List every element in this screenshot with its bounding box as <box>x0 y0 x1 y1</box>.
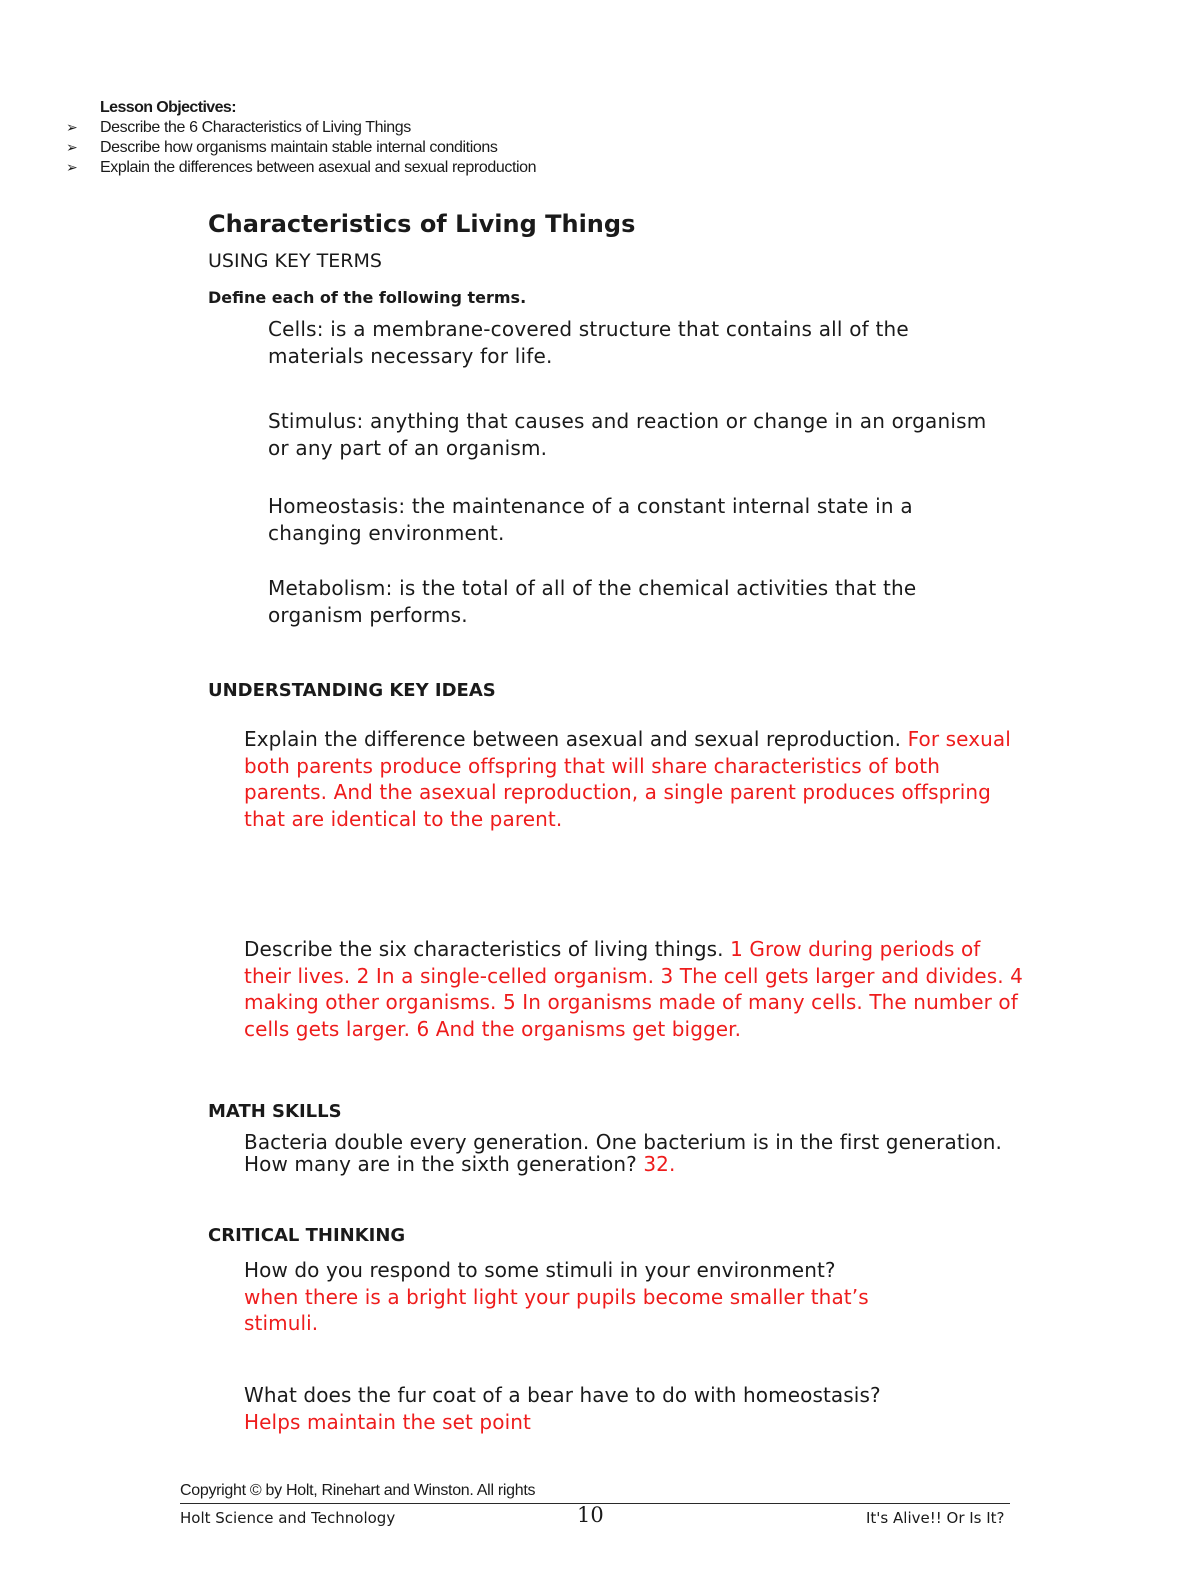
math-skills-heading: MATH SKILLS <box>208 1101 342 1122</box>
term-metabolism: Metabolism: is the total of all of the chemical activities that the organism performs. <box>268 576 917 627</box>
term-homeostasis: Homeostasis: the maintenance of a constant internal state in a changing environment. <box>268 494 913 545</box>
term-cells: Cells: is a membrane-covered structure that contains all of the materials necessary for life. <box>268 317 909 368</box>
term-stimulus: Stimulus: anything that causes and reaction or change in an organism or any part of an organism. <box>268 409 987 460</box>
question-reproduction: Explain the difference between asexual and sexual reproduction. For sexual both parents produce offspring that will share characteristics of both parents. And the asexual reproduction, a single parent produces offspring that are identical to the parent. <box>244 727 1011 831</box>
answer-bacteria: 32. <box>643 1152 676 1176</box>
arrow-bullet-icon: ➢ <box>66 159 78 175</box>
question-fur-coat: What does the fur coat of a bear have to do with homeostasis? Helps maintain the set point <box>244 1383 881 1434</box>
objective-item: ➢ Describe how organisms maintain stable internal conditions <box>66 139 498 156</box>
arrow-bullet-icon: ➢ <box>66 139 78 155</box>
arrow-bullet-icon: ➢ <box>66 119 78 135</box>
define-instruction: Define each of the following terms. <box>208 288 527 307</box>
question-bacteria: Bacteria double every generation. One bacterium is in the first generation. How many are in the sixth generation? 32. <box>244 1130 1003 1176</box>
page-number: 10 <box>577 1503 604 1527</box>
question-six-characteristics: Describe the six characteristics of living things. 1 Grow during periods of their lives. 2 In a single-celled organism. 3 The cell gets larger and divides. 4 making other organisms. 5 In organisms made of many cells. The number of cells gets larger. 6 And the organisms get bigger. <box>244 937 1023 1041</box>
page-title: Characteristics of Living Things <box>208 210 636 238</box>
copyright-notice: Copyright © by Holt, Rinehart and Winston. All rights <box>180 1482 536 1499</box>
using-key-terms-heading: USING KEY TERMS <box>208 250 382 272</box>
footer-publication: Holt Science and Technology <box>180 1509 396 1527</box>
critical-thinking-heading: CRITICAL THINKING <box>208 1225 406 1246</box>
answer-reproduction: For sexual both parents produce offspring that will share characteristics of both parents. And the asexual reproduction, a single parent produces offspring that are identical to the parent. <box>244 727 1011 831</box>
answer-six-characteristics: 1 Grow during periods of their lives. 2 In a single-celled organism. 3 The cell gets larger and divides. 4 making other organisms. 5 In organisms made of many cells. The number of cells gets larger. 6 And the organisms get bigger. <box>244 937 1023 1041</box>
answer-stimuli: when there is a bright light your pupils become smaller that’s stimuli. <box>244 1284 869 1335</box>
answer-fur-coat: Helps maintain the set point <box>244 1409 531 1434</box>
objectives-title: Lesson Objectives: <box>100 99 236 116</box>
footer-chapter-title: It's Alive!! Or Is It? <box>866 1509 1005 1527</box>
objective-item: ➢ Explain the differences between asexual and sexual reproduction <box>66 159 537 176</box>
objective-item: ➢ Describe the 6 Characteristics of Living Things <box>66 119 411 136</box>
understanding-heading: UNDERSTANDING KEY IDEAS <box>208 680 496 701</box>
question-stimuli: How do you respond to some stimuli in your environment? when there is a bright light your pupils become smaller that’s stimuli. <box>244 1258 869 1335</box>
